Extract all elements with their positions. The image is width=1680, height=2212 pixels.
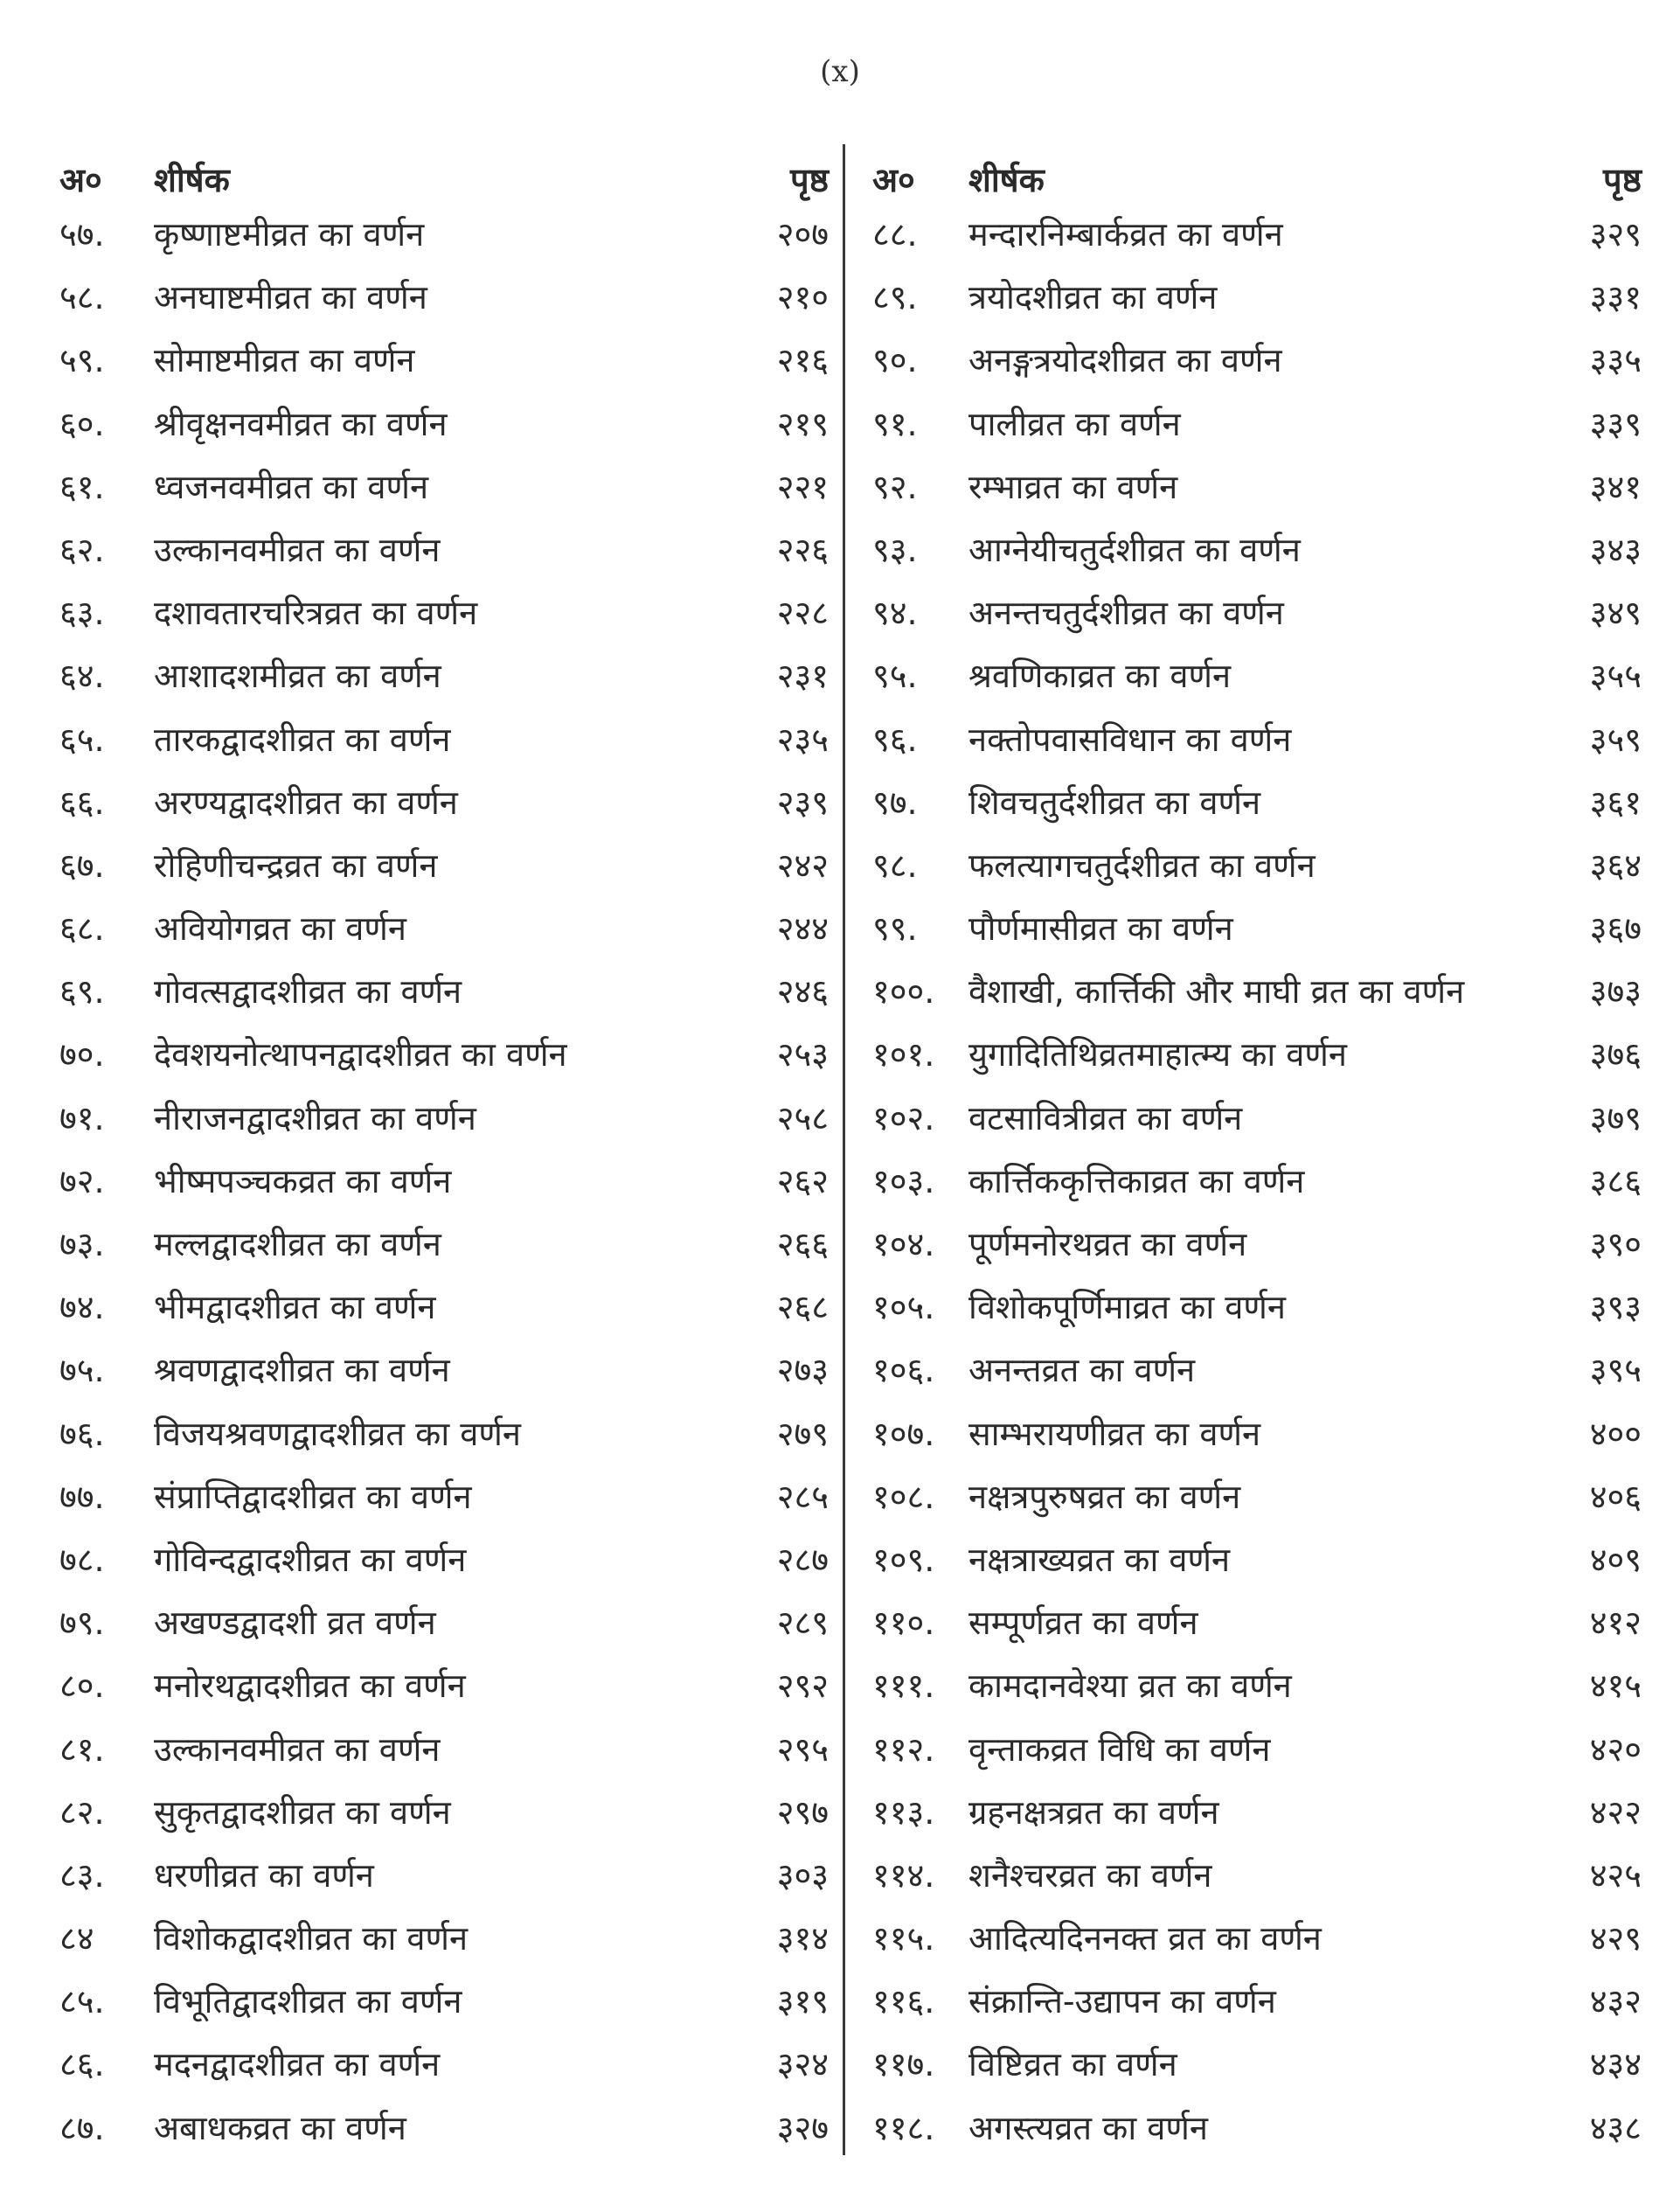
chapter-title: संप्राप्तिद्वादशीव्रत का वर्णन xyxy=(154,1477,472,1516)
page-number-cell: ४३४ xyxy=(1589,2045,1642,2084)
chapter-number: ७४. xyxy=(59,1288,105,1327)
toc-entry xyxy=(51,2033,829,2096)
chapter-number: ६२. xyxy=(59,530,105,569)
page-number-cell: ३४३ xyxy=(1589,530,1642,569)
chapter-number: ५८. xyxy=(59,278,105,317)
chapter-number: ११८. xyxy=(872,2108,935,2147)
chapter-title: अनङ्गत्रयोदशीव्रत का वर्णन xyxy=(968,341,1282,380)
toc-entry xyxy=(864,1654,1642,1717)
chapter-number: ११०. xyxy=(872,1603,935,1643)
page-number-cell: २५३ xyxy=(776,1035,829,1075)
page-number-cell: ४२९ xyxy=(1589,1919,1642,1958)
page-number-cell: ३४९ xyxy=(1589,594,1642,633)
chapter-title: नक्षत्रपुरुषव्रत का वर्णन xyxy=(968,1477,1241,1516)
chapter-title: अनन्तचतुर्दशीव्रत का वर्णन xyxy=(968,594,1284,633)
toc-entry xyxy=(864,203,1642,266)
chapter-title: विशोकद्वादशीव्रत का वर्णन xyxy=(154,1919,469,1958)
toc-entry xyxy=(51,1844,829,1907)
chapter-title: श्रवणिकाव्रत का वर्णन xyxy=(968,657,1232,696)
header-chapter-label: अ० xyxy=(872,161,915,199)
chapter-title: रम्भाव्रत का वर्णन xyxy=(968,467,1178,506)
chapter-number: १११. xyxy=(872,1666,935,1706)
chapter-title: उल्कानवमीव्रत का वर्णन xyxy=(154,530,441,569)
page-number-cell: २४६ xyxy=(776,972,829,1012)
chapter-title: युगादितिथिव्रतमाहात्म्य का वर्णन xyxy=(968,1035,1348,1075)
toc-entry xyxy=(51,1528,829,1591)
page-number-cell: ४१२ xyxy=(1589,1603,1642,1643)
chapter-title: अरण्यद्वादशीव्रत का वर्णन xyxy=(154,783,458,822)
chapter-number: ६६. xyxy=(59,783,105,822)
page-number-cell: ४३२ xyxy=(1589,1982,1642,2021)
page-number-cell: ३७३ xyxy=(1589,972,1642,1012)
header-title-label: शीर्षक xyxy=(968,161,1045,199)
column-divider xyxy=(843,144,845,2155)
page-number-cell: २६८ xyxy=(776,1288,829,1327)
chapter-title: अनन्तव्रत का वर्णन xyxy=(968,1351,1196,1390)
chapter-number: ९९. xyxy=(872,909,918,949)
chapter-number: ९२. xyxy=(872,467,918,506)
page-number-cell: ३९३ xyxy=(1589,1288,1642,1327)
page-number-cell: ३७९ xyxy=(1589,1098,1642,1137)
chapter-title: मदनद्वादशीव्रत का वर्णन xyxy=(154,2045,441,2084)
page-number-cell: २८७ xyxy=(776,1540,829,1579)
chapter-title: कामदानवेश्या व्रत का वर्णन xyxy=(968,1666,1292,1706)
chapter-number: ८५. xyxy=(59,1982,105,2021)
chapter-number: ९०. xyxy=(872,341,918,380)
toc-entry xyxy=(51,1970,829,2033)
chapter-number: ६०. xyxy=(59,404,105,443)
chapter-number: ११२. xyxy=(872,1729,935,1769)
toc-entry xyxy=(51,834,829,897)
page-number-cell: २७३ xyxy=(776,1351,829,1390)
page-number-cell: ३७६ xyxy=(1589,1035,1642,1075)
chapter-number: १०६. xyxy=(872,1351,935,1390)
page-number-cell: ४०० xyxy=(1589,1414,1642,1453)
chapter-title: अनघाष्टमीव्रत का वर्णन xyxy=(154,278,427,317)
page-number-cell: २३१ xyxy=(776,657,829,696)
toc-entry xyxy=(51,1907,829,1970)
toc-entry xyxy=(51,1781,829,1844)
chapter-number: १०५. xyxy=(872,1288,935,1327)
toc-entry xyxy=(51,960,829,1023)
chapter-number: ५९. xyxy=(59,341,105,380)
toc-entry xyxy=(51,1402,829,1465)
chapter-title: पूर्णमनोरथव्रत का वर्णन xyxy=(968,1225,1247,1263)
toc-entry xyxy=(864,266,1642,329)
page-number-cell: २३९ xyxy=(776,783,829,822)
chapter-number: ७२. xyxy=(59,1161,105,1200)
page-number-cell: ४२५ xyxy=(1589,1855,1642,1895)
page-number-cell: २१६ xyxy=(776,341,829,380)
chapter-title: विशोकपूर्णिमाव्रत का वर्णन xyxy=(968,1288,1286,1327)
chapter-title: मनोरथद्वादशीव्रत का वर्णन xyxy=(154,1666,466,1706)
chapter-title: वटसावित्रीव्रत का वर्णन xyxy=(968,1098,1243,1137)
toc-entry xyxy=(864,1970,1642,2033)
page-number-cell: ४०९ xyxy=(1589,1540,1642,1579)
chapter-title: सोमाष्टमीव्रत का वर्णन xyxy=(154,341,415,380)
toc-entry xyxy=(51,897,829,960)
page-number-cell: ३६४ xyxy=(1589,845,1642,885)
page-number-cell: ३५५ xyxy=(1589,657,1642,696)
toc-entry xyxy=(864,834,1642,897)
page-number-cell: ३८६ xyxy=(1589,1161,1642,1200)
chapter-title: अखण्डद्वादशी व्रत वर्णन xyxy=(154,1603,436,1643)
chapter-number: ९७. xyxy=(872,783,918,822)
chapter-number: ११३. xyxy=(872,1792,935,1832)
chapter-number: १०२. xyxy=(872,1098,935,1137)
chapter-number: ८१. xyxy=(59,1729,105,1769)
toc-entry xyxy=(864,708,1642,771)
page-number-cell: २५८ xyxy=(776,1098,829,1137)
toc-entry xyxy=(51,708,829,771)
chapter-title: श्रीवृक्षनवमीव्रत का वर्णन xyxy=(154,404,448,443)
page-number-cell: २८५ xyxy=(776,1477,829,1516)
chapter-title: सम्पूर्णव्रत का वर्णन xyxy=(968,1603,1198,1643)
chapter-title: सुकृतद्वादशीव्रत का वर्णन xyxy=(154,1792,451,1832)
chapter-number: ६७. xyxy=(59,845,105,885)
toc-entry xyxy=(864,960,1642,1023)
page-number-cell: २२१ xyxy=(776,467,829,506)
page-number-cell: ३४१ xyxy=(1589,467,1642,506)
toc-entry xyxy=(864,1528,1642,1591)
toc-entry xyxy=(864,644,1642,707)
chapter-title: मल्लद्वादशीव्रत का वर्णन xyxy=(154,1225,441,1263)
page-number-cell: २४४ xyxy=(776,909,829,949)
chapter-title: विभूतिद्वादशीव्रत का वर्णन xyxy=(154,1982,462,2021)
toc-entry xyxy=(864,1781,1642,1844)
toc-entry xyxy=(51,266,829,329)
page-number-cell: ३२९ xyxy=(1589,215,1642,254)
toc-entry xyxy=(864,1339,1642,1402)
toc-entry xyxy=(51,1339,829,1402)
chapter-title: विजयश्रवणद्वादशीव्रत का वर्णन xyxy=(154,1414,521,1453)
page-number-cell: ३१४ xyxy=(776,1919,829,1958)
chapter-title: अबाधकव्रत का वर्णन xyxy=(154,2108,406,2147)
chapter-title: फलत्यागचतुर्दशीव्रत का वर्णन xyxy=(968,845,1316,885)
toc-left-list xyxy=(51,203,829,2160)
chapter-number: १०९. xyxy=(872,1540,935,1579)
chapter-number: १०८. xyxy=(872,1477,935,1516)
chapter-number: ६९. xyxy=(59,972,105,1012)
chapter-title: गोवत्सद्वादशीव्रत का वर्णन xyxy=(154,972,462,1012)
chapter-number: ७७. xyxy=(59,1477,105,1516)
chapter-title: गोविन्दद्वादशीव्रत का वर्णन xyxy=(154,1540,467,1579)
chapter-title: अवियोगव्रत का वर्णन xyxy=(154,909,406,949)
chapter-number: ८४ xyxy=(59,1919,94,1958)
header-chapter-label: अ० xyxy=(59,161,102,199)
toc-left-column xyxy=(51,149,829,2160)
page-number-cell: २३५ xyxy=(776,720,829,759)
chapter-number: ११४. xyxy=(872,1855,935,1895)
toc-entry xyxy=(864,897,1642,960)
chapter-number: ९३. xyxy=(872,530,918,569)
chapter-number: ९५. xyxy=(872,657,918,696)
chapter-number: ८०. xyxy=(59,1666,105,1706)
chapter-number: ७१. xyxy=(59,1098,105,1137)
toc-entry xyxy=(51,203,829,266)
header-page-label: पृष्ठ xyxy=(1603,161,1642,199)
chapter-title: साम्भरायणीव्रत का वर्णन xyxy=(968,1414,1261,1453)
toc-entry xyxy=(864,1087,1642,1150)
chapter-title: संक्रान्ति-उद्यापन का वर्णन xyxy=(968,1982,1276,2021)
chapter-title: आशादशमीव्रत का वर्णन xyxy=(154,657,441,696)
chapter-number: ८६. xyxy=(59,2045,105,2084)
chapter-title: तारकद्वादशीव्रत का वर्णन xyxy=(154,720,451,759)
page-number-cell: ३३१ xyxy=(1589,278,1642,317)
page-number-cell: २९७ xyxy=(776,1792,829,1832)
page-number-cell: २२६ xyxy=(776,530,829,569)
toc-entry xyxy=(51,1087,829,1150)
chapter-number: १०७. xyxy=(872,1414,935,1453)
chapter-title: रोहिणीचन्द्रव्रत का वर्णन xyxy=(154,845,438,885)
toc-entry xyxy=(864,1907,1642,1970)
chapter-title: पालीव्रत का वर्णन xyxy=(968,404,1181,443)
chapter-number: ६४. xyxy=(59,657,105,696)
toc-entry xyxy=(51,1654,829,1717)
page-number-cell: २८९ xyxy=(776,1603,829,1643)
chapter-number: ७९. xyxy=(59,1603,105,1643)
chapter-title: वृन्ताकव्रत विधि का वर्णन xyxy=(968,1729,1271,1769)
page-number-cell: ३०३ xyxy=(776,1855,829,1895)
chapter-title: ध्वजनवमीव्रत का वर्णन xyxy=(154,467,429,506)
toc-entry xyxy=(864,456,1642,518)
toc-entry xyxy=(51,456,829,518)
chapter-number: १०१. xyxy=(872,1035,935,1075)
chapter-title: उल्कानवमीव्रत का वर्णन xyxy=(154,1729,441,1769)
chapter-title: भीमद्वादशीव्रत का वर्णन xyxy=(154,1288,436,1327)
chapter-title: विष्टिव्रत का वर्णन xyxy=(968,2045,1177,2084)
chapter-title: ग्रहनक्षत्रव्रत का वर्णन xyxy=(968,1792,1219,1832)
page-number-cell: ४२२ xyxy=(1589,1792,1642,1832)
toc-header xyxy=(51,149,829,203)
toc-right-list xyxy=(864,203,1642,2160)
page-number-cell: ३१९ xyxy=(776,1982,829,2021)
chapter-title: कृष्णाष्टमीव्रत का वर्णन xyxy=(154,215,425,254)
page-number-cell: २९५ xyxy=(776,1729,829,1769)
page-number-cell: ४२० xyxy=(1589,1729,1642,1769)
toc-entry xyxy=(51,1023,829,1086)
chapter-title: नक्तोपवासविधान का वर्णन xyxy=(968,720,1292,759)
chapter-number: ११६. xyxy=(872,1982,935,2021)
toc-entry xyxy=(51,1718,829,1781)
toc-entry xyxy=(51,644,829,707)
chapter-title: आदित्यदिननक्त व्रत का वर्णन xyxy=(968,1919,1322,1958)
page-number-cell: ३२४ xyxy=(776,2045,829,2084)
page-number-cell: २६६ xyxy=(776,1225,829,1263)
toc-entry xyxy=(51,581,829,644)
chapter-title: देवशयनोत्थापनद्वादशीव्रत का वर्णन xyxy=(154,1035,567,1075)
chapter-title: शिवचतुर्दशीव्रत का वर्णन xyxy=(968,783,1261,822)
chapter-title: नक्षत्राख्यव्रत का वर्णन xyxy=(968,1540,1231,1579)
toc-entry xyxy=(864,518,1642,581)
page-number-cell: ३६७ xyxy=(1589,909,1642,949)
chapter-title: अगस्त्यव्रत का वर्णन xyxy=(968,2108,1208,2147)
page-number: (x) xyxy=(820,54,860,89)
chapter-title: श्रवणद्वादशीव्रत का वर्णन xyxy=(154,1351,450,1390)
toc-entry xyxy=(864,1465,1642,1528)
chapter-number: १०४. xyxy=(872,1225,935,1263)
toc-entry xyxy=(864,1276,1642,1339)
toc-entry xyxy=(51,1465,829,1528)
page-number-cell: २१९ xyxy=(776,404,829,443)
chapter-title: कार्त्तिककृत्तिकाव्रत का वर्णन xyxy=(968,1161,1305,1200)
chapter-title: नीराजनद्वादशीव्रत का वर्णन xyxy=(154,1098,476,1137)
chapter-number: ८८. xyxy=(872,215,918,254)
page-number-cell: ४०६ xyxy=(1589,1477,1642,1516)
chapter-number: ११५. xyxy=(872,1919,935,1958)
toc-entry xyxy=(864,2033,1642,2096)
chapter-number: ८२. xyxy=(59,1792,105,1832)
toc-entry xyxy=(864,1023,1642,1086)
toc-entry xyxy=(51,1276,829,1339)
toc-entry xyxy=(51,518,829,581)
toc-entry xyxy=(51,329,829,392)
toc-entry xyxy=(864,1591,1642,1654)
chapter-number: ७०. xyxy=(59,1035,105,1075)
toc-entry xyxy=(51,1591,829,1654)
page-number-cell: ४१५ xyxy=(1589,1666,1642,1706)
chapter-number: ६१. xyxy=(59,467,105,506)
toc-entry xyxy=(864,1213,1642,1276)
page-number-cell: ३६१ xyxy=(1589,783,1642,822)
toc-entry xyxy=(864,1718,1642,1781)
chapter-number: १००. xyxy=(872,972,935,1012)
toc-entry xyxy=(864,581,1642,644)
page-number-cell: २९२ xyxy=(776,1666,829,1706)
page-number-cell: २०७ xyxy=(776,215,829,254)
chapter-number: ७८. xyxy=(59,1540,105,1579)
chapter-number: ९८. xyxy=(872,845,918,885)
toc-entry xyxy=(51,771,829,834)
toc-entry xyxy=(51,1150,829,1213)
toc-entry xyxy=(864,2097,1642,2160)
toc-entry xyxy=(51,2097,829,2160)
chapter-title: वैशाखी, कार्त्तिकी और माघी व्रत का वर्णन xyxy=(968,972,1465,1012)
page-number-cell: ३३९ xyxy=(1589,404,1642,443)
chapter-title: आग्नेयीचतुर्दशीव्रत का वर्णन xyxy=(968,530,1301,569)
chapter-number: ६३. xyxy=(59,594,105,633)
chapter-number: ९४. xyxy=(872,594,918,633)
chapter-number: ८७. xyxy=(59,2108,105,2147)
toc-right-column xyxy=(864,149,1642,2160)
page-number-cell: ३३५ xyxy=(1589,341,1642,380)
header-page-label: पृष्ठ xyxy=(790,161,829,199)
page-number-cell: २६२ xyxy=(776,1161,829,1200)
page-number-cell: २२८ xyxy=(776,594,829,633)
page-number-cell: २७९ xyxy=(776,1414,829,1453)
chapter-title: धरणीव्रत का वर्णन xyxy=(154,1855,374,1895)
toc-entry xyxy=(51,393,829,456)
chapter-number: ७६. xyxy=(59,1414,105,1453)
chapter-title: भीष्मपञ्चकव्रत का वर्णन xyxy=(154,1161,452,1200)
page-number-cell: ३२७ xyxy=(776,2108,829,2147)
page-number-cell: २४२ xyxy=(776,845,829,885)
toc-entry xyxy=(864,393,1642,456)
toc-entry xyxy=(864,1150,1642,1213)
toc-entry xyxy=(864,1844,1642,1907)
chapter-number: ८३. xyxy=(59,1855,105,1895)
toc-header xyxy=(864,149,1642,203)
chapter-number: ७५. xyxy=(59,1351,105,1390)
header-title-label: शीर्षक xyxy=(154,161,230,199)
page-number-cell: ३९५ xyxy=(1589,1351,1642,1390)
chapter-title: दशावतारचरित्रव्रत का वर्णन xyxy=(154,594,478,633)
page-number-cell: ३९० xyxy=(1589,1225,1642,1263)
toc-entry xyxy=(864,771,1642,834)
chapter-number: ९६. xyxy=(872,720,918,759)
chapter-number: ११७. xyxy=(872,2045,935,2084)
chapter-number: ६८. xyxy=(59,909,105,949)
chapter-title: शनैश्चरव्रत का वर्णन xyxy=(968,1855,1212,1895)
chapter-number: ६५. xyxy=(59,720,105,759)
toc-entry xyxy=(864,329,1642,392)
page-number-cell: २१० xyxy=(776,278,829,317)
chapter-title: पौर्णमासीव्रत का वर्णन xyxy=(968,909,1233,949)
chapter-number: ९१. xyxy=(872,404,918,443)
chapter-number: ५७. xyxy=(59,215,105,254)
chapter-number: १०३. xyxy=(872,1161,935,1200)
chapter-title: त्रयोदशीव्रत का वर्णन xyxy=(968,278,1218,317)
page-number-cell: ३५९ xyxy=(1589,720,1642,759)
page-number-cell: ४३८ xyxy=(1589,2108,1642,2147)
toc-entry xyxy=(864,1402,1642,1465)
chapter-number: ७३. xyxy=(59,1225,105,1263)
toc-entry xyxy=(51,1213,829,1276)
chapter-number: ८९. xyxy=(872,278,918,317)
chapter-title: मन्दारनिम्बार्कव्रत का वर्णन xyxy=(968,215,1283,254)
